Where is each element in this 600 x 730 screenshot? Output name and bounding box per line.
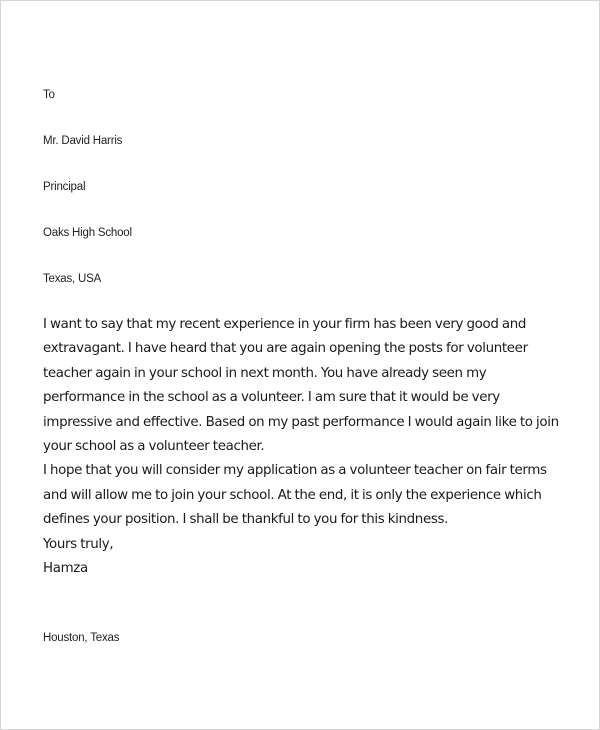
recipient-location: Texas, USA <box>43 273 102 285</box>
body-line: I hope that you will consider my application as a volunteer teacher on fair terms <box>43 463 547 479</box>
to-label: To <box>43 89 55 101</box>
body-line: and will allow me to join your school. At the end, it is only the experience which <box>43 487 542 503</box>
letter-body <box>43 313 583 581</box>
body-line: extravagant. I have heard that you are again opening the posts for volunteer <box>43 341 528 357</box>
body-line: defines your position. I shall be thankful to you for this kindness. <box>43 512 448 528</box>
body-line: performance in the school as a volunteer. I am sure that it would be very <box>43 390 500 406</box>
body-line: I want to say that my recent experience in your firm has been very good and <box>43 317 527 332</box>
body-line: your school as a volunteer teacher. <box>43 439 265 455</box>
recipient-organization: Oaks High School <box>43 227 132 239</box>
recipient-name: Mr. David Harris <box>43 135 123 147</box>
body-line: impressive and effective. Based on my past performance I would again like to join <box>43 414 559 430</box>
sender-location: Houston, Texas <box>43 632 120 644</box>
closing: Yours truly, <box>43 536 114 552</box>
signature: Hamza <box>43 561 88 577</box>
recipient-title: Principal <box>43 181 86 193</box>
body-line: teacher again in your school in next month. You have already seen my <box>43 365 487 381</box>
